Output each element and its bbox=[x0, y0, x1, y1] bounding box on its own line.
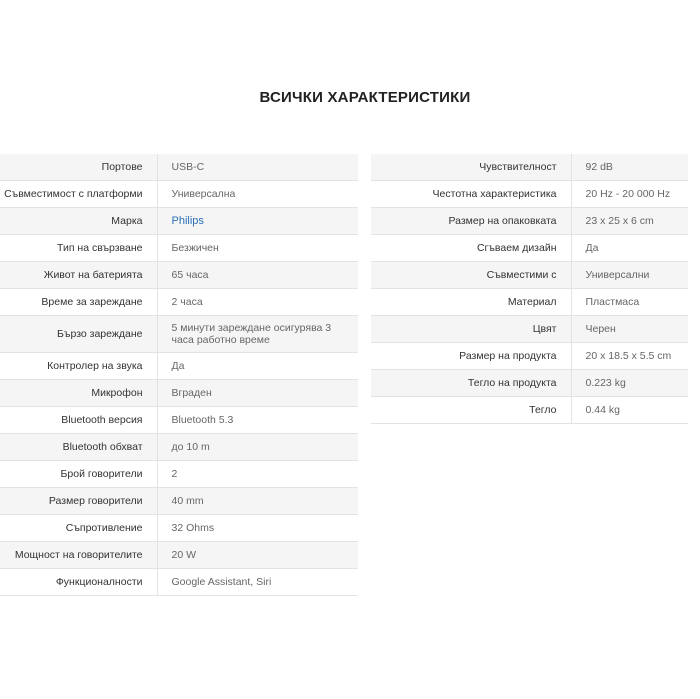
spec-row-ports bbox=[0, 154, 358, 181]
spec-label: Функционалности bbox=[0, 569, 157, 596]
spec-value: Google Assistant, Siri bbox=[157, 569, 358, 596]
spec-value: 23 x 25 x 6 cm bbox=[571, 208, 688, 235]
spec-label: Съвместимост с платформи bbox=[0, 181, 157, 208]
spec-value: 0.223 kg bbox=[571, 370, 688, 397]
spec-label: Микрофон bbox=[0, 380, 157, 407]
spec-row-material bbox=[371, 289, 688, 316]
spec-label: Мощност на говорителите bbox=[0, 542, 157, 569]
spec-row-product-weight bbox=[371, 370, 688, 397]
spec-value: Bluetooth 5.3 bbox=[157, 407, 358, 434]
spec-row-color bbox=[371, 316, 688, 343]
spec-row-sensitivity bbox=[371, 154, 688, 181]
spec-row-impedance bbox=[0, 515, 358, 542]
spec-value: 20 x 18.5 x 5.5 cm bbox=[571, 343, 688, 370]
spec-value: Универсална bbox=[157, 181, 358, 208]
spec-row-foldable-design bbox=[371, 235, 688, 262]
section-title: ВСИЧКИ ХАРАКТЕРИСТИКИ bbox=[259, 89, 471, 106]
spec-label: Цвят bbox=[371, 316, 571, 343]
spec-value: 2 bbox=[157, 461, 358, 488]
spec-value: 65 часа bbox=[157, 262, 358, 289]
spec-label: Съвместими с bbox=[371, 262, 571, 289]
spec-value: 5 минути зареждане осигурява 3 часа работно време bbox=[157, 316, 358, 353]
spec-value: 0.44 kg bbox=[571, 397, 688, 424]
spec-row-volume-control bbox=[0, 353, 358, 380]
spec-label: Живот на батерията bbox=[0, 262, 157, 289]
spec-label: Bluetooth обхват bbox=[0, 434, 157, 461]
spec-row-speaker-power bbox=[0, 542, 358, 569]
spec-value: Черен bbox=[571, 316, 688, 343]
spec-value: Универсални bbox=[571, 262, 688, 289]
spec-row-fast-charging bbox=[0, 316, 358, 353]
spec-row-charging-time bbox=[0, 289, 358, 316]
specs-table-left bbox=[0, 154, 358, 596]
spec-label: Бързо зареждане bbox=[0, 316, 157, 353]
spec-label: Съпротивление bbox=[0, 515, 157, 542]
spec-row-brand bbox=[0, 208, 358, 235]
spec-label: Сгъваем дизайн bbox=[371, 235, 571, 262]
spec-value: 32 Ohms bbox=[157, 515, 358, 542]
spec-value: 20 Hz - 20 000 Hz bbox=[571, 181, 688, 208]
spec-row-frequency-response bbox=[371, 181, 688, 208]
spec-label: Портове bbox=[0, 154, 157, 181]
spec-value: USB-C bbox=[157, 154, 358, 181]
spec-row-battery-life bbox=[0, 262, 358, 289]
spec-value: Да bbox=[571, 235, 688, 262]
spec-row-package-size bbox=[371, 208, 688, 235]
spec-row-platform-compatibility bbox=[0, 181, 358, 208]
spec-row-speaker-size bbox=[0, 488, 358, 515]
spec-row-bluetooth-range bbox=[0, 434, 358, 461]
spec-value: Да bbox=[157, 353, 358, 380]
spec-value: Безжичен bbox=[157, 235, 358, 262]
spec-row-bluetooth-version bbox=[0, 407, 358, 434]
spec-row-connection-type bbox=[0, 235, 358, 262]
spec-label: Време за зареждане bbox=[0, 289, 157, 316]
spec-value: 92 dB bbox=[571, 154, 688, 181]
spec-row-compatible-with bbox=[371, 262, 688, 289]
spec-value: Пластмаса bbox=[571, 289, 688, 316]
spec-value: 2 часа bbox=[157, 289, 358, 316]
spec-label: Размер говорители bbox=[0, 488, 157, 515]
spec-label: Размер на опаковката bbox=[371, 208, 571, 235]
spec-value: 20 W bbox=[157, 542, 358, 569]
spec-label: Тип на свързване bbox=[0, 235, 157, 262]
spec-label: Марка bbox=[0, 208, 157, 235]
spec-label: Чувствителност bbox=[371, 154, 571, 181]
spec-label: Честотна характеристика bbox=[371, 181, 571, 208]
spec-row-weight bbox=[371, 397, 688, 424]
spec-value: Вграден bbox=[157, 380, 358, 407]
spec-row-speaker-count bbox=[0, 461, 358, 488]
spec-value: до 10 m bbox=[157, 434, 358, 461]
spec-label: Тегло bbox=[371, 397, 571, 424]
brand-link[interactable]: Philips bbox=[157, 208, 358, 235]
spec-label: Контролер на звука bbox=[0, 353, 157, 380]
spec-row-microphone bbox=[0, 380, 358, 407]
spec-label: Брой говорители bbox=[0, 461, 157, 488]
spec-label: Bluetooth версия bbox=[0, 407, 157, 434]
spec-label: Материал bbox=[371, 289, 571, 316]
specs-table-right bbox=[371, 154, 688, 424]
spec-label: Размер на продукта bbox=[371, 343, 571, 370]
spec-row-features bbox=[0, 569, 358, 596]
spec-value: 40 mm bbox=[157, 488, 358, 515]
spec-label: Тегло на продукта bbox=[371, 370, 571, 397]
spec-row-product-size bbox=[371, 343, 688, 370]
